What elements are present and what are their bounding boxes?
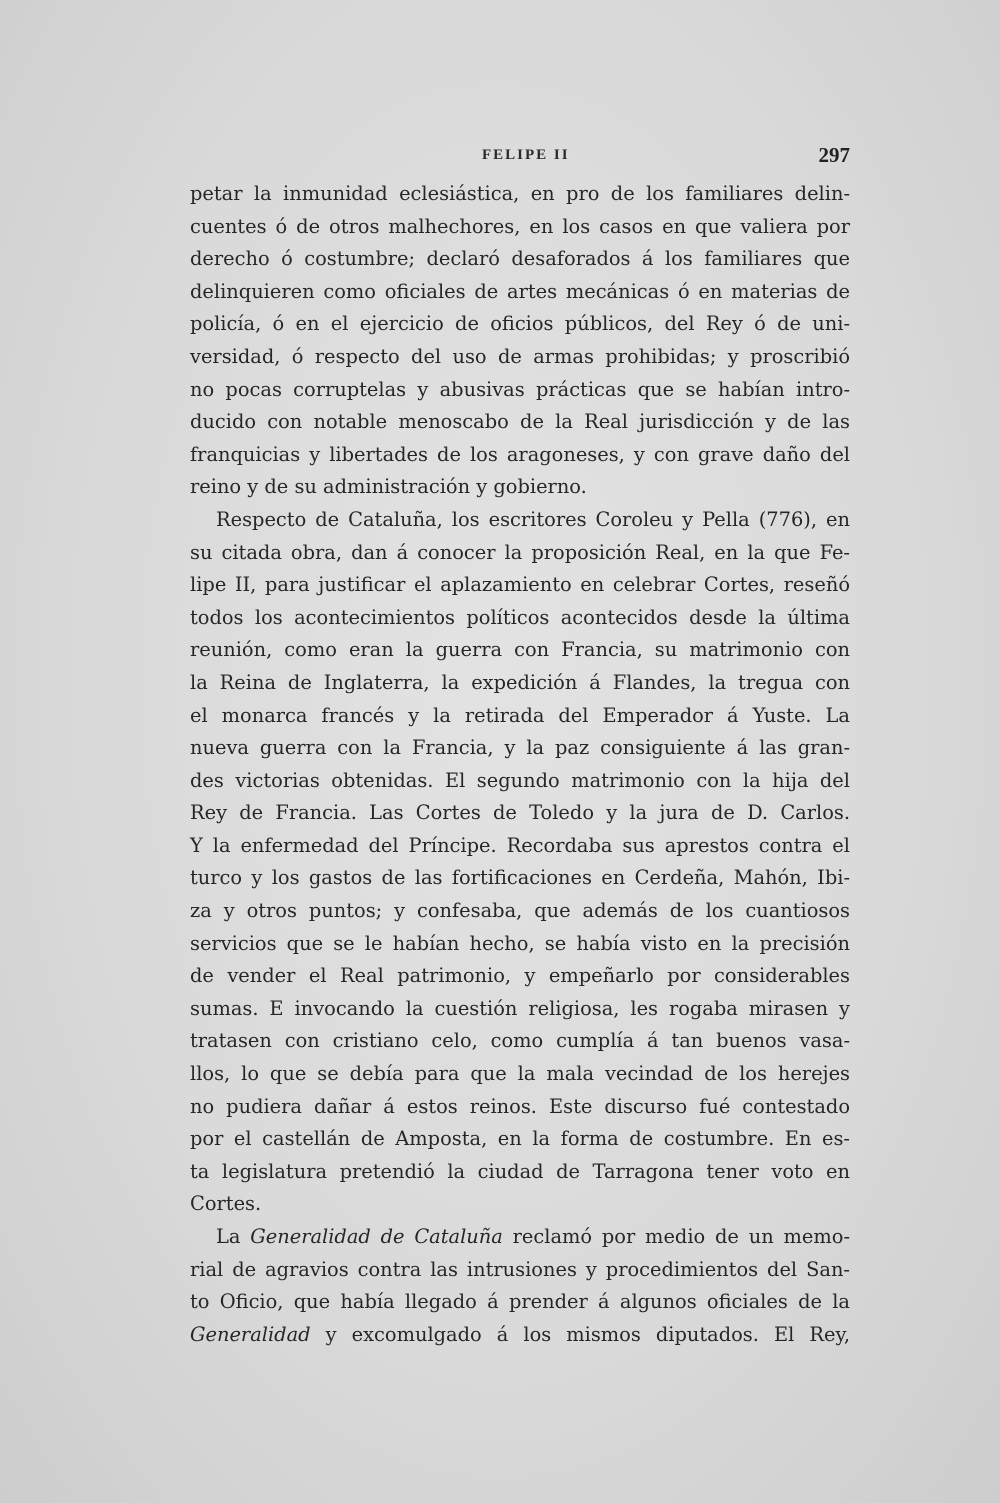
text-line [190, 928, 850, 961]
text-line [190, 862, 850, 895]
text-segment: ducido con notable menoscabo de la Real jurisdicción y de las [190, 410, 850, 434]
text-line [190, 341, 850, 374]
text-segment: sumas. E invocando la cuestión religiosa, les rogaba mirasen y [190, 996, 850, 1020]
running-title: FELIPE II [482, 147, 570, 163]
text-segment: Y la enfermedad del Príncipe. Recordaba sus aprestos contra el [190, 833, 850, 857]
text-line [190, 993, 850, 1026]
text-line [190, 1025, 850, 1058]
text-segment: turco y los gastos de las fortificaciones en Cerdeña, Mahón, Ibi- [190, 866, 850, 890]
text-segment: servicios que se le habían hecho, se había visto en la precisión [190, 931, 850, 955]
text-line [190, 1221, 850, 1254]
text-line [190, 634, 850, 667]
text-line [190, 1254, 850, 1287]
text-segment: no pudiera dañar á estos reinos. Este discurso fué contestado [190, 1094, 850, 1118]
text-line [190, 406, 850, 439]
running-header [190, 143, 850, 171]
text-segment: la Reina de Inglaterra, la expedición á Flandes, la tregua con [190, 670, 850, 694]
italic-phrase: Generalidad [190, 1322, 311, 1346]
text-line [190, 1058, 850, 1091]
text-line [190, 1188, 850, 1221]
text-segment: y excomulgado á los mismos diputados. El Rey, [310, 1322, 850, 1346]
text-line [190, 1156, 850, 1189]
text-segment: delinquieren como oficiales de artes mecánicas ó en materias de [190, 279, 850, 303]
text-segment: Cortes. [190, 1192, 262, 1216]
text-segment: to Oficio, que había llegado á prender á algunos oficiales de la [190, 1290, 850, 1314]
body-text [190, 178, 850, 1351]
text-line [190, 700, 850, 733]
text-line [190, 211, 850, 244]
text-line [190, 537, 850, 570]
text-segment: lipe II, para justificar el aplazamiento en celebrar Cortes, reseñó [190, 573, 850, 597]
text-line [190, 243, 850, 276]
text-line [190, 439, 850, 472]
text-segment: por el castellán de Amposta, en la forma de costumbre. En es- [190, 1127, 850, 1151]
text-segment: no pocas corruptelas y abusivas prácticas que se habían intro- [190, 377, 850, 401]
text-line [190, 732, 850, 765]
text-line [190, 765, 850, 798]
text-segment: reino y de su administración y gobierno. [190, 475, 587, 499]
text-line [190, 276, 850, 309]
text-line [190, 602, 850, 635]
text-segment: de vender el Real patrimonio, y empeñarlo por considerables [190, 964, 850, 988]
text-line [190, 667, 850, 700]
text-line [190, 830, 850, 863]
text-segment: des victorias obtenidas. El segundo matrimonio con la hija del [190, 768, 850, 792]
text-segment: La [216, 1225, 251, 1248]
text-line [190, 1286, 850, 1319]
text-line [190, 895, 850, 928]
text-segment: rial de agravios contra las intrusiones y procedimientos del San- [190, 1257, 850, 1281]
text-line [190, 1319, 850, 1352]
text-line [190, 374, 850, 407]
text-segment: franquicias y libertades de los aragoneses, y con grave daño del [190, 442, 850, 466]
text-segment: versidad, ó respecto del uso de armas prohibidas; y proscribió [190, 344, 850, 368]
text-segment: policía, ó en el ejercicio de oficios públicos, del Rey ó de uni- [190, 312, 850, 336]
italic-phrase: Generalidad de Cataluña [250, 1225, 503, 1248]
text-segment: ta legislatura pretendió la ciudad de Tarragona tener voto en [190, 1159, 850, 1183]
text-line [190, 471, 850, 504]
text-segment: reclamó por medio de un memo- [502, 1225, 850, 1248]
text-line [190, 960, 850, 993]
text-segment: llos, lo que se debía para que la mala vecindad de los herejes [190, 1062, 850, 1086]
text-segment: petar la inmunidad eclesiástica, en pro de los familiares delin- [190, 182, 850, 205]
text-segment: tratasen con cristiano celo, como cumplía á tan buenos vasa- [190, 1029, 850, 1053]
text-segment: cuentes ó de otros malhechores, en los casos en que valiera por [190, 214, 850, 238]
text-segment: el monarca francés y la retirada del Emperador á Yuste. La [190, 703, 850, 727]
text-line [190, 569, 850, 602]
text-segment: Rey de Francia. Las Cortes de Toledo y la jura de D. Carlos. [190, 801, 850, 825]
text-segment: derecho ó costumbre; declaró desaforados á los familiares que [190, 247, 850, 271]
text-line [190, 308, 850, 341]
text-segment: todos los acontecimientos políticos acontecidos desde la última [190, 605, 850, 629]
text-line [190, 797, 850, 830]
text-line [190, 1123, 850, 1156]
text-line [190, 178, 850, 211]
page-number: 297 [818, 143, 850, 167]
text-segment: su citada obra, dan á conocer la proposición Real, en la que Fe- [190, 540, 850, 564]
text-line [190, 504, 850, 537]
text-segment: za y otros puntos; y confesaba, que además de los cuantiosos [190, 899, 850, 923]
text-segment: reunión, como eran la guerra con Francia, su matrimonio con [190, 638, 850, 662]
text-segment: Respecto de Cataluña, los escritores Coroleu y Pella (776), en [216, 507, 850, 531]
text-segment: nueva guerra con la Francia, y la paz consiguiente á las gran- [190, 736, 850, 760]
text-line [190, 1091, 850, 1124]
